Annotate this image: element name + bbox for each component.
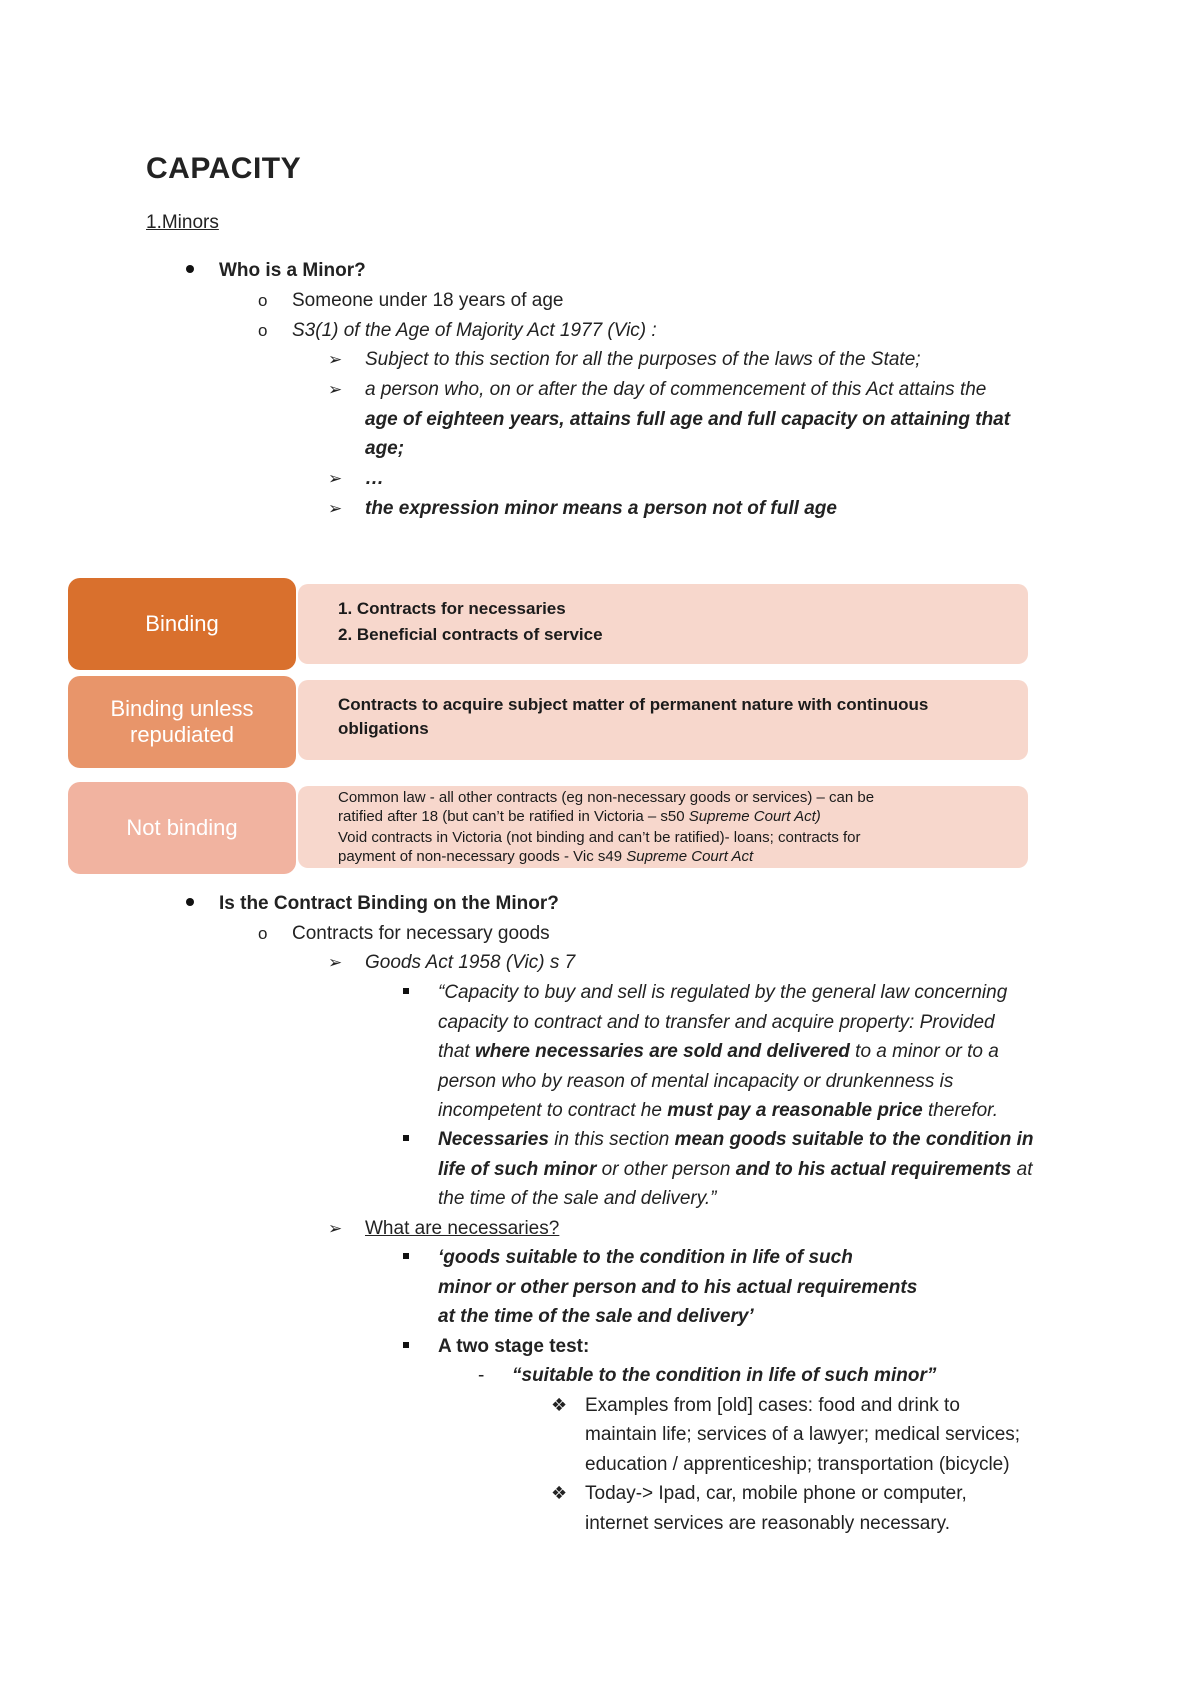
act-point: the expression minor means a person not of full age	[365, 498, 837, 519]
arrow-bullet-icon: ➢	[328, 1219, 343, 1238]
arrow-bullet-icon: ➢	[328, 499, 343, 518]
diamond-bullet-icon: ❖	[551, 1483, 568, 1503]
dash-bullet: -	[478, 1365, 485, 1386]
arrow-bullet-icon: ➢	[328, 953, 343, 972]
example-line: internet services are reasonably necessary.	[585, 1513, 951, 1534]
page-title: CAPACITY	[146, 152, 302, 185]
quote-line: person who by reason of mental incapacity or drunkenness is	[438, 1071, 954, 1092]
section-heading: 1.Minors	[146, 212, 219, 233]
example-line: maintain life; services of a lawyer; medical services;	[585, 1424, 1021, 1445]
binding-line: 2. Beneficial contracts of service	[338, 625, 603, 644]
bullet-dot	[186, 265, 194, 273]
act-point: …	[365, 468, 384, 489]
square-bullet	[403, 1342, 409, 1348]
arrow-bullet-icon: ➢	[328, 469, 343, 488]
what-necessaries-heading: What are necessaries?	[365, 1218, 560, 1239]
square-bullet	[403, 1253, 409, 1259]
example-line: Examples from [old] cases: food and drink to	[585, 1395, 960, 1416]
quote-line: that where necessaries are sold and delivered to a minor or to a	[438, 1041, 999, 1062]
binding-panel	[298, 584, 1028, 664]
binding-line: 1. Contracts for necessaries	[338, 599, 566, 618]
not-binding-line: ratified after 18 (but can’t be ratified in Victoria – s50 Supreme Court Act)	[338, 808, 821, 825]
binding-label: Binding	[145, 611, 219, 636]
binding-heading: Is the Contract Binding on the Minor?	[219, 893, 559, 914]
who-is-minor-heading: Who is a Minor?	[219, 260, 366, 281]
quote-line: life of such minor or other person and to his actual requirements at	[438, 1159, 1033, 1180]
act-point: age of eighteen years, attains full age and full capacity on attaining that	[365, 409, 1011, 430]
binding-label-box	[68, 578, 296, 670]
arrow-bullet-icon: ➢	[328, 380, 343, 399]
example-line: Today-> Ipad, car, mobile phone or computer,	[585, 1483, 967, 1504]
unless-label: repudiated	[130, 722, 234, 747]
not-binding-panel	[298, 786, 1028, 868]
bullet-dot	[186, 898, 194, 906]
list-item: S3(1) of the Age of Majority Act 1977 (Vic) :	[292, 320, 657, 341]
two-stage-test: A two stage test:	[438, 1336, 590, 1357]
arrow-bullet-icon: ➢	[328, 350, 343, 369]
list-item: Someone under 18 years of age	[292, 290, 564, 311]
stage-one: “suitable to the condition in life of such minor”	[512, 1365, 937, 1386]
goods-act: Goods Act 1958 (Vic) s 7	[365, 952, 576, 973]
quote-line: the time of the sale and delivery.”	[438, 1188, 717, 1209]
quote-line: capacity to contract and to transfer and acquire property: Provided	[438, 1012, 995, 1033]
definition-line: minor or other person and to his actual requirements	[438, 1277, 918, 1298]
not-binding-line: Common law - all other contracts (eg non-necessary goods or services) – can be	[338, 789, 875, 806]
example-line: education / apprenticeship; transportation (bicycle)	[585, 1454, 1010, 1475]
circle-bullet: o	[258, 291, 268, 310]
quote-line: Necessaries in this section mean goods suitable to the condition in	[438, 1129, 1034, 1150]
unless-label-box	[68, 676, 296, 768]
circle-bullet: o	[258, 321, 268, 340]
act-point: Subject to this section for all the purposes of the laws of the State;	[365, 349, 921, 370]
act-point: age;	[365, 438, 405, 459]
quote-line: incompetent to contract he must pay a reasonable price therefor.	[438, 1100, 999, 1121]
square-bullet	[403, 988, 409, 994]
act-point: a person who, on or after the day of commencement of this Act attains the	[365, 379, 987, 400]
definition-line: at the time of the sale and delivery’	[438, 1306, 754, 1327]
definition-line: ‘goods suitable to the condition in life of such	[438, 1247, 853, 1268]
list-item: Contracts for necessary goods	[292, 923, 550, 944]
diamond-bullet-icon: ❖	[551, 1395, 568, 1415]
not-binding-line: Void contracts in Victoria (not binding and can’t be ratified)- loans; contracts for	[338, 829, 861, 846]
unless-label: Binding unless	[110, 696, 254, 721]
quote-line: “Capacity to buy and sell is regulated by the general law concerning	[438, 982, 1008, 1003]
not-binding-label: Not binding	[126, 815, 238, 840]
circle-bullet: o	[258, 924, 268, 943]
not-binding-label-box	[68, 782, 296, 874]
not-binding-line: payment of non-necessary goods - Vic s49 Supreme Court Act	[338, 848, 754, 865]
unless-line: obligations	[338, 719, 429, 738]
square-bullet	[403, 1135, 409, 1141]
unless-panel	[298, 680, 1028, 760]
unless-line: Contracts to acquire subject matter of permanent nature with continuous	[338, 695, 929, 714]
